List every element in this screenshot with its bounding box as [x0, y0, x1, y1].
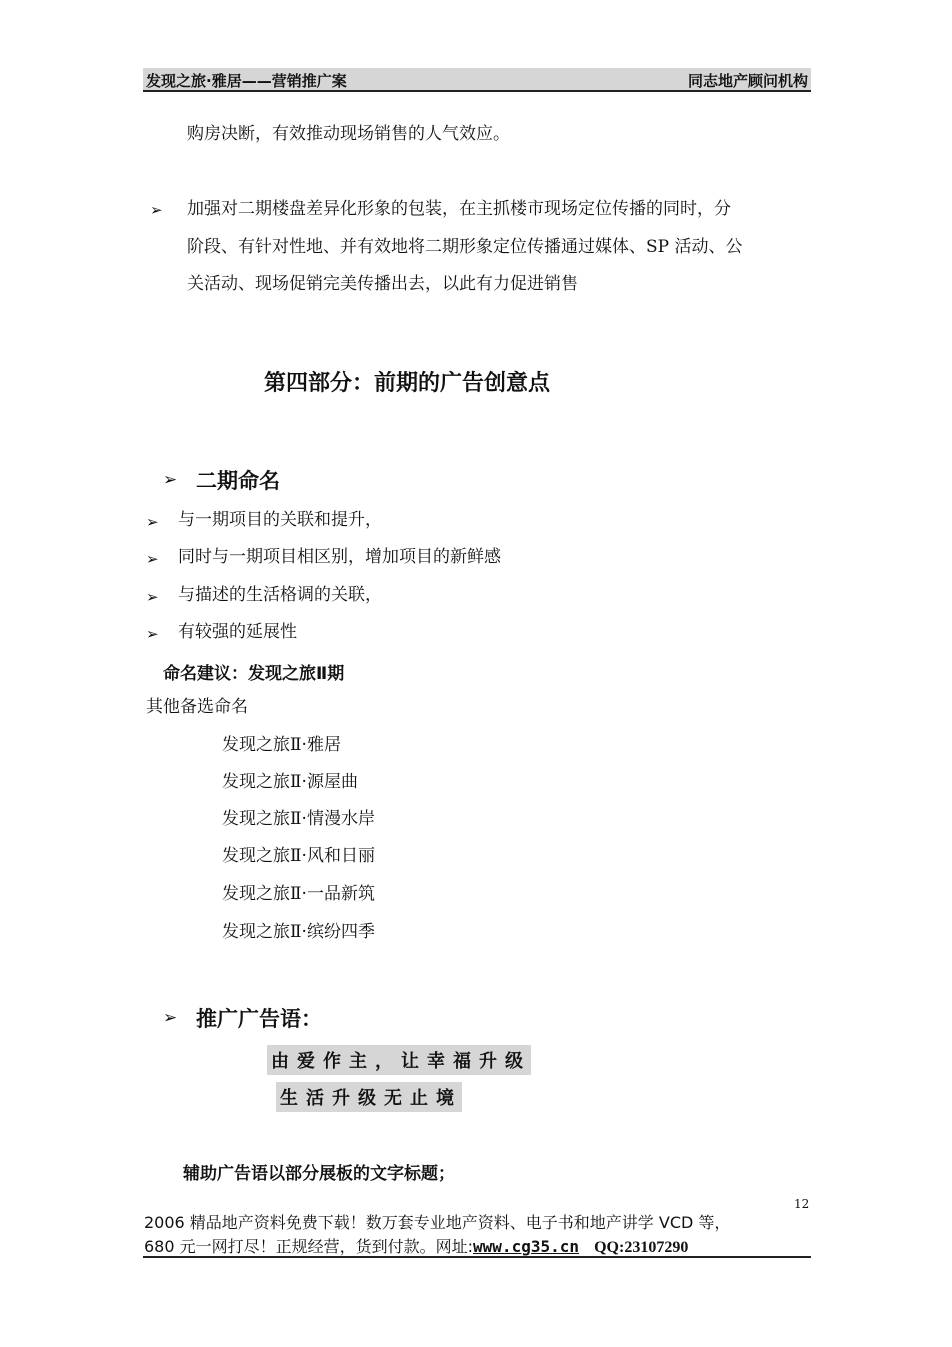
bullet-arrow-icon: ➢	[146, 550, 159, 568]
slogan-secondary: 生活升级无止境	[276, 1082, 462, 1112]
footer-line-2	[144, 1234, 688, 1257]
header-organization: 同志地产顾问机构	[687, 72, 808, 90]
heading-arrow-icon: ➢	[163, 470, 178, 490]
section-title: 第四部分：前期的广告创意点	[264, 371, 551, 396]
footer-divider	[143, 1256, 811, 1258]
header-title: 发现之旅·雅居——营销推广案	[146, 72, 347, 90]
alternative-name: 发现之旅Ⅱ·源屋曲	[222, 772, 358, 792]
slogan-primary: 由爱作主，让幸福升级	[267, 1045, 531, 1075]
alternative-name: 发现之旅Ⅱ·缤纷四季	[222, 922, 375, 942]
naming-point: 与一期项目的关联和提升，	[178, 510, 382, 530]
footer-qq: QQ:23107290	[594, 1239, 689, 1256]
bullet-text-line: 关活动、现场促销完美传播出去，以此有力促进销售	[187, 274, 578, 294]
alternative-name: 发现之旅Ⅱ·雅居	[222, 735, 341, 755]
alternative-name: 发现之旅Ⅱ·风和日丽	[222, 846, 375, 866]
alternative-name: 发现之旅Ⅱ·情漫水岸	[222, 809, 375, 829]
heading-arrow-icon: ➢	[163, 1008, 178, 1028]
naming-point: 与描述的生活格调的关联，	[178, 585, 382, 605]
bullet-arrow-icon: ➢	[150, 201, 163, 219]
bullet-arrow-icon: ➢	[146, 513, 159, 531]
naming-heading: 二期命名	[196, 469, 280, 493]
footer-line-1: 2006 精品地产资料免费下载！数万套专业地产资料、电子书和地产讲学 VCD 等，	[144, 1213, 731, 1232]
slogan-heading: 推广广告语：	[196, 1007, 322, 1031]
bullet-arrow-icon: ➢	[146, 588, 159, 606]
footer-line-2-text: 680 元一网打尽！正规经营，货到付款。网址:	[144, 1237, 474, 1256]
aux-slogan-note: 辅助广告语以部分展板的文字标题；	[183, 1164, 455, 1184]
footer-url-link[interactable]: www.cg35.cn	[473, 1237, 579, 1256]
intro-line: 购房决断，有效推动现场销售的人气效应。	[187, 124, 510, 144]
bullet-text-line: 加强对二期楼盘差异化形象的包装，在主抓楼市现场定位传播的同时，分	[187, 199, 731, 219]
alternative-name: 发现之旅Ⅱ·一品新筑	[222, 884, 375, 904]
naming-suggestion: 命名建议：发现之旅Ⅱ期	[163, 664, 345, 684]
alternatives-label: 其他备选命名	[146, 697, 248, 717]
bullet-text-line: 阶段、有针对性地、并有效地将二期形象定位传播通过媒体、SP 活动、公	[187, 237, 743, 257]
page-header	[143, 68, 811, 92]
page-number: 12	[794, 1197, 810, 1211]
bullet-arrow-icon: ➢	[146, 625, 159, 643]
naming-point: 有较强的延展性	[178, 622, 297, 642]
naming-point: 同时与一期项目相区别，增加项目的新鲜感	[178, 547, 501, 567]
